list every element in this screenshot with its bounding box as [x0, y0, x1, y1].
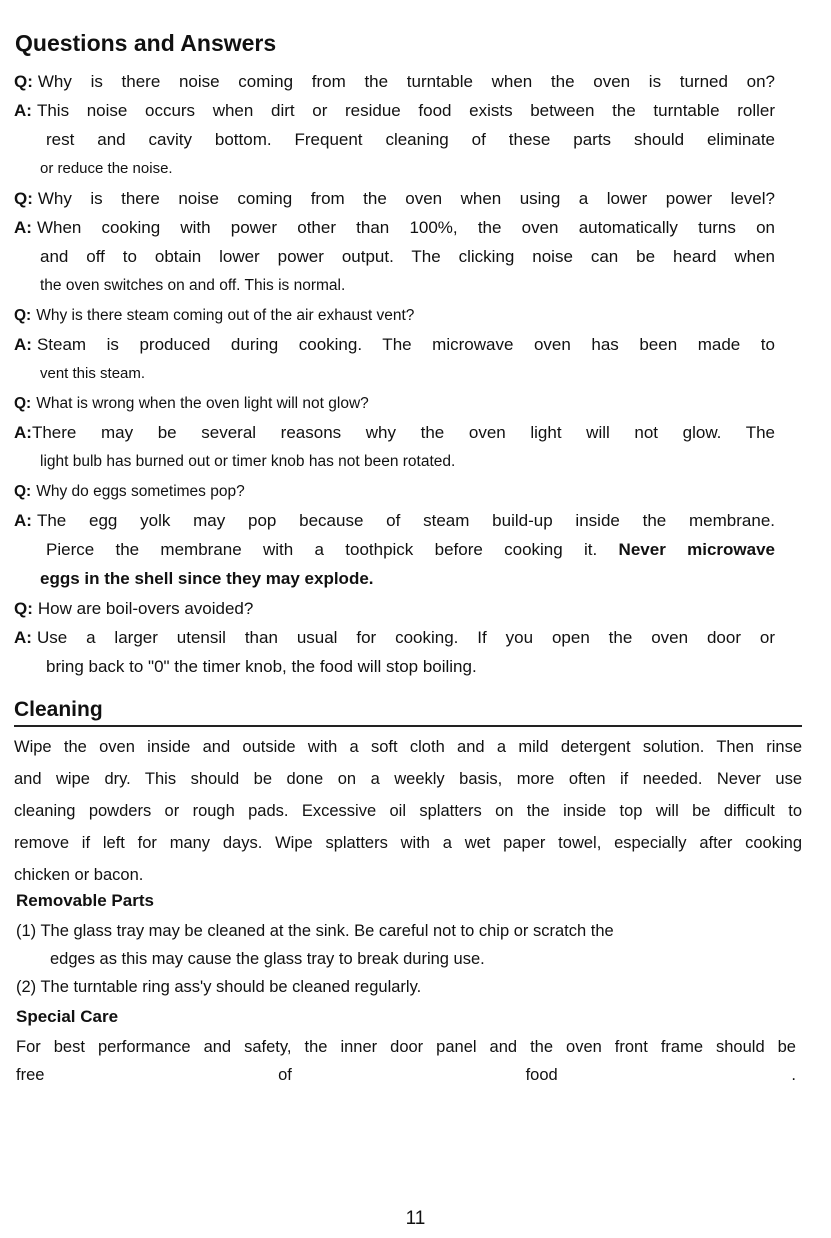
- answer-text: Pierce the membrane with a toothpick before cooking it.: [46, 540, 619, 559]
- a-mark: A:: [14, 335, 32, 354]
- answer-text: The egg yolk may pop because of steam build-up inside the membrane.: [36, 511, 775, 530]
- paragraph-line: Wipe the oven inside and outside with a soft cloth and a mild detergent solution. Then rinse: [14, 738, 802, 756]
- a-mark: A:: [14, 628, 32, 647]
- answer-line: [14, 418, 775, 447]
- qa-item-3: [14, 301, 775, 388]
- answer-text: Use a larger utensil than usual for cooking. If you open the oven door or: [36, 628, 775, 647]
- warning-text: Never microwave: [618, 540, 775, 559]
- q-mark: Q:: [14, 599, 33, 618]
- qa-heading: Questions and Answers: [15, 30, 277, 56]
- paragraph-line: chicken or bacon.: [14, 866, 144, 884]
- answer-line: light bulb has burned out or timer knob has not been rotated.: [40, 453, 456, 470]
- paragraph-line: free of food .: [16, 1066, 796, 1084]
- answer-text: When cooking with power other than 100%, the oven automatically turns on: [36, 218, 775, 237]
- q-mark: Q:: [14, 483, 32, 500]
- q-mark: Q:: [14, 72, 33, 91]
- answer-line: bring back to "0" the timer knob, the food will stop boiling.: [46, 657, 477, 676]
- paragraph-line: and wipe dry. This should be done on a weekly basis, more often if needed. Never use: [14, 770, 802, 788]
- list-item: (2) The turntable ring ass'y should be cleaned regularly.: [16, 978, 422, 996]
- answer-line: [14, 330, 775, 359]
- answer-line: [14, 506, 775, 535]
- question-line: [14, 301, 775, 330]
- answer-line: [14, 535, 775, 564]
- question-line: [14, 67, 775, 96]
- answer-line: [14, 623, 775, 652]
- list-item: (1) The glass tray may be cleaned at the sink. Be careful not to chip or scratch the: [16, 922, 614, 940]
- question-line: [14, 594, 775, 623]
- cleaning-heading: Cleaning: [14, 697, 802, 727]
- qa-item-5: [14, 477, 775, 593]
- answer-text: This noise occurs when dirt or residue food exists between the turntable roller: [36, 101, 775, 120]
- special-care-heading: Special Care: [16, 1007, 119, 1026]
- answer-text: There may be several reasons why the oven light will not glow. The: [31, 423, 775, 442]
- answer-line: or reduce the noise.: [40, 160, 173, 177]
- question-text: What is wrong when the oven light will not glow?: [36, 395, 369, 412]
- cleaning-paragraph: [14, 731, 802, 891]
- question-text: How are boil-overs avoided?: [37, 599, 254, 618]
- paragraph-line: remove if left for many days. Wipe splatters with a wet paper towel, especially after cooking: [14, 834, 802, 852]
- answer-line: [14, 213, 775, 242]
- question-text: Why is there noise coming from the oven when using a lower power level?: [37, 189, 775, 208]
- question-text: Why do eggs sometimes pop?: [36, 483, 245, 500]
- a-mark: A:: [14, 101, 32, 120]
- answer-line: and off to obtain lower power output. The clicking noise can be heard when: [40, 247, 775, 266]
- question-line: [14, 184, 775, 213]
- qa-item-4: [14, 389, 775, 476]
- a-mark: A:: [14, 423, 32, 442]
- answer-line: [14, 96, 775, 125]
- removable-parts-list: [16, 917, 776, 1001]
- special-care-paragraph: [16, 1033, 796, 1089]
- q-mark: Q:: [14, 189, 33, 208]
- warning-line: eggs in the shell since they may explode.: [40, 569, 374, 588]
- q-mark: Q:: [14, 307, 32, 324]
- answer-line: vent this steam.: [40, 365, 146, 382]
- paragraph-line: For best performance and safety, the inner door panel and the oven front frame should be: [16, 1038, 796, 1056]
- qa-item-1: [14, 67, 775, 183]
- a-mark: A:: [14, 218, 32, 237]
- paragraph-line: cleaning powders or rough pads. Excessive oil splatters on the inside top will be difficult to: [14, 802, 802, 820]
- question-line: [14, 389, 775, 418]
- answer-text: Steam is produced during cooking. The microwave oven has been made to: [36, 335, 775, 354]
- removable-parts-heading: Removable Parts: [16, 891, 154, 910]
- page-number: 11: [405, 1208, 426, 1229]
- answer-line: the oven switches on and off. This is normal.: [40, 277, 346, 294]
- a-mark: A:: [14, 511, 32, 530]
- question-text: Why is there noise coming from the turntable when the oven is turned on?: [37, 72, 775, 91]
- list-item-continuation: edges as this may cause the glass tray to break during use.: [50, 950, 485, 968]
- q-mark: Q:: [14, 395, 32, 412]
- qa-item-6: [14, 594, 775, 681]
- qa-item-2: [14, 184, 775, 300]
- question-line: [14, 477, 775, 506]
- question-text: Why is there steam coming out of the air exhaust vent?: [36, 307, 415, 324]
- answer-line: rest and cavity bottom. Frequent cleaning of these parts should eliminate: [46, 130, 775, 149]
